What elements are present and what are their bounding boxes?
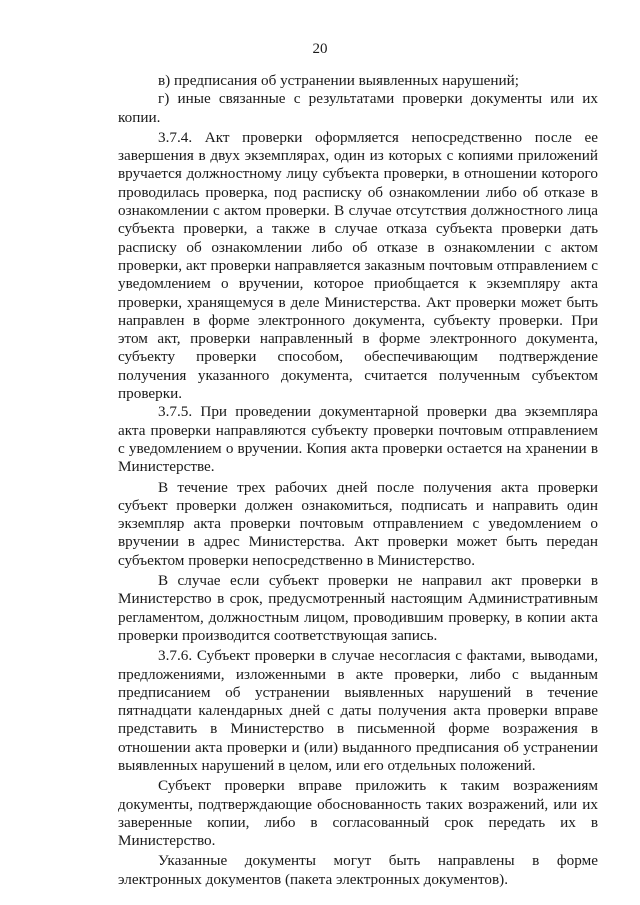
paragraph-electronic-form: Указанные документы могут быть направлены в форме электронных документов (пакета электронных документов). (118, 852, 598, 888)
page-number: 20 (312, 41, 328, 57)
paragraph-item-v: в) предписания об устранении выявленных нарушений; (158, 72, 520, 89)
paragraph-3-7-6: 3.7.6. Субъект проверки в случае несогласия с фактами, выводами, предложениями, изложенными в акте проверки, либо с выданным предписанием об устранении выявленных нарушений в течение пятнадцати календарных дней с даты получения акта проверки вправе представить в Министерство в письменной форме возражения в отношении акта проверки и (или) выданного предписания об устранении выявленных нарушений в целом, или его отдельных положений. (118, 647, 598, 774)
paragraph-attach-documents: Субъект проверки вправе приложить к таким возражениям документы, подтверждающие обоснованность таких возражений, или их заверенные копии, либо в согласованный срок передать их в Министерство. (118, 777, 598, 850)
paragraph-3-7-5: 3.7.5. При проведении документарной проверки два экземпляра акта проверки направляются субъекту проверки почтовым отправлением с уведомлением о вручении. Копия акта проверки остается на хранении в Министерстве. (118, 403, 598, 476)
paragraph-three-days: В течение трех рабочих дней после получения акта проверки субъект проверки должен ознакомиться, подписать и направить один экземпляр акта проверки почтовым отправлением с уведомлением о вручении в адрес Министерства. Акт проверки может быть передан субъектом проверки непосредственно в Министерство. (118, 478, 598, 569)
paragraph-not-sent: В случае если субъект проверки не направил акт проверки в Министерство в срок, предусмотренный настоящим Административным регламентом, должностным лицом, проводившим проверку, в копии акта проверки производится соответствующая запись. (118, 572, 598, 644)
document-body (118, 72, 598, 889)
paragraph-3-7-4: 3.7.4. Акт проверки оформляется непосредственно после ее завершения в двух экземплярах, один из которых с копиями приложений вручается должностному лицу субъекта проверки, в отношении которого проводилась проверка, под расписку об ознакомлении либо об отказе в ознакомлении с актом проверки. В случае отсутствия должностного лица субъекта проверки, а также в случае отказа субъекта проверки дать расписку об ознакомлении либо об отказе в ознакомлении с актом проверки, акт проверки направляется заказным почтовым отправлением с уведомлением о вручении, которое приобщается к экземпляру акта проверки, хранящемуся в деле Министерства. Акт проверки может быть направлен в форме электронного документа, субъекту проверки. При этом акт, проверки направленный в форме электронного документа, субъекту проверки способом, обеспечивающим подтверждение получения указанного документа, считается полученным субъектом проверки. (118, 128, 598, 403)
paragraph-item-g: г) иные связанные с результатами проверки документы или их копии. (118, 90, 598, 126)
